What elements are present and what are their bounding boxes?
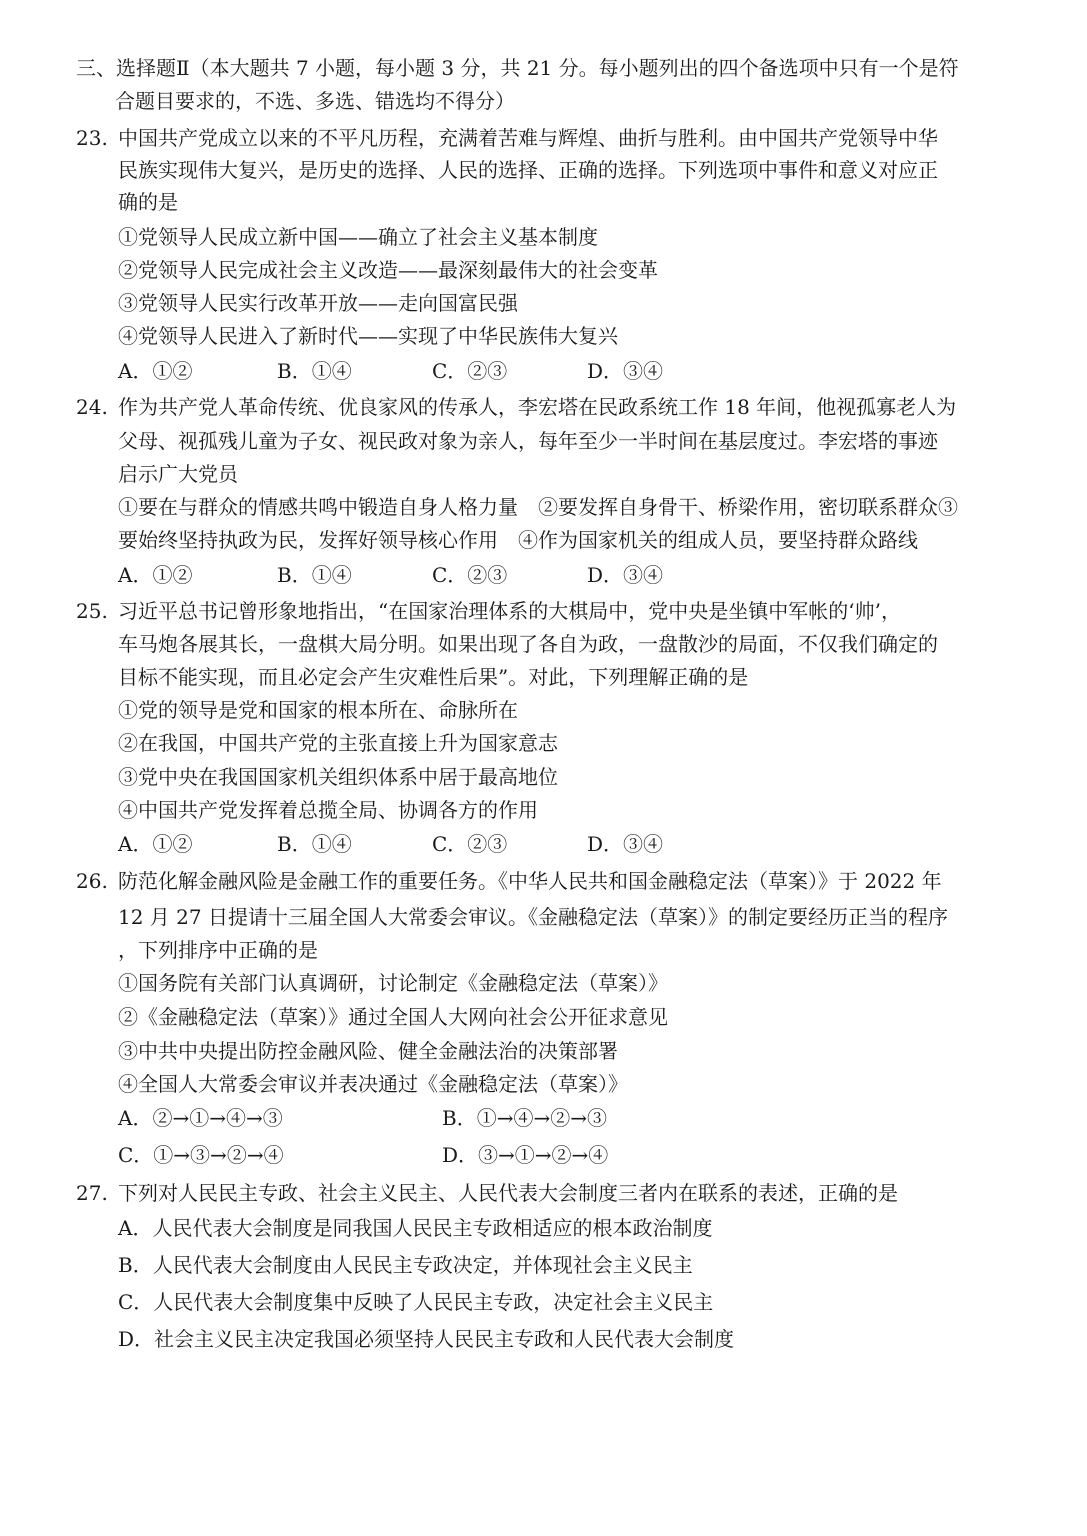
q24-stem-line-2: 父母、视孤残儿童为子女、视民政对象为亲人，每年至少一半时间在基层度过。李宏塔的事迹 (118, 429, 938, 453)
q26-statement-1: ①国务院有关部门认真调研，讨论制定《金融稳定法（草案）》 (118, 971, 668, 995)
q24-stem-line-1: 作为共产党人革命传统、优良家风的传承人，李宏塔在民政系统工作 18 年间，他视孤寡老人为 (118, 395, 957, 419)
question-number-23: 23. (76, 126, 108, 150)
q25-stem-line-3: 目标不能实现，而且必定会产生灾难性后果”。对此，下列理解正确的是 (118, 665, 749, 689)
q25-choice-c[interactable]: C．②③ (432, 832, 508, 856)
q23-statement-1: ①党领导人民成立新中国——确立了社会主义基本制度 (118, 225, 598, 249)
q25-statement-2: ②在我国，中国共产党的主张直接上升为国家意志 (118, 731, 558, 755)
q24-stem-line-3: 启示广大党员 (118, 462, 238, 486)
q26-choice-a[interactable]: A．②→①→④→③ (118, 1106, 283, 1130)
q26-choice-d[interactable]: D．③→①→②→④ (442, 1143, 609, 1167)
q23-stem-line-3: 确的是 (118, 190, 178, 214)
q24-statement-line-1: ①要在与群众的情感共鸣中锻造自身人格力量 ②要发挥自身骨干、桥梁作用，密切联系群众③ (118, 495, 958, 519)
q25-choice-a[interactable]: A．①② (118, 832, 193, 856)
q26-choice-c[interactable]: C．①→③→②→④ (118, 1143, 284, 1167)
q24-statement-line-2: 要始终坚持执政为民，发挥好领导核心作用 ④作为国家机关的组成人员，要坚持群众路线 (118, 528, 918, 552)
q25-statement-1: ①党的领导是党和国家的根本所在、命脉所在 (118, 698, 518, 722)
q25-choice-d[interactable]: D．③④ (587, 832, 664, 856)
question-number-26: 26. (76, 869, 108, 893)
q25-statement-3: ③党中央在我国国家机关组织体系中居于最高地位 (118, 765, 558, 789)
q24-choice-a[interactable]: A．①② (118, 563, 193, 587)
q23-statement-2: ②党领导人民完成社会主义改造——最深刻最伟大的社会变革 (118, 258, 658, 282)
q26-choice-b[interactable]: B．①→④→②→③ (442, 1106, 607, 1130)
q25-choice-b[interactable]: B．①④ (277, 832, 352, 856)
q23-stem-line-1: 中国共产党成立以来的不平凡历程，充满着苦难与辉煌、曲折与胜利。由中国共产党领导中华 (118, 126, 938, 150)
q24-choice-d[interactable]: D．③④ (587, 563, 664, 587)
q26-statement-4: ④全国人大常委会审议并表决通过《金融稳定法（草案）》 (118, 1072, 628, 1096)
q25-stem-line-1: 习近平总书记曾形象地指出，“在国家治理体系的大棋局中，党中央是坐镇中军帐的‘帅’， (118, 599, 901, 623)
q23-choice-b[interactable]: B．①④ (277, 359, 352, 383)
q27-stem-line-1: 下列对人民民主专政、社会主义民主、人民代表大会制度三者内在联系的表述，正确的是 (118, 1181, 898, 1205)
q23-statement-3: ③党领导人民实行改革开放——走向国富民强 (118, 291, 518, 315)
q23-choice-c[interactable]: C．②③ (432, 359, 508, 383)
question-number-24: 24. (76, 395, 108, 419)
section-title-line-2: 合题目要求的，不选、多选、错选均不得分） (115, 89, 515, 113)
q26-statement-3: ③中共中央提出防控金融风险、健全金融法治的决策部署 (118, 1039, 618, 1063)
q24-choice-c[interactable]: C．②③ (432, 563, 508, 587)
q27-choice-a[interactable]: A．人民代表大会制度是同我国人民民主专政相适应的根本政治制度 (118, 1216, 713, 1240)
q24-choice-b[interactable]: B．①④ (277, 563, 352, 587)
q26-stem-line-1: 防范化解金融风险是金融工作的重要任务。《中华人民共和国金融稳定法（草案）》于 2022 年 (118, 869, 942, 893)
question-number-25: 25. (76, 599, 108, 623)
q26-stem-line-3: ，下列排序中正确的是 (118, 938, 318, 962)
q23-stem-line-2: 民族实现伟大复兴，是历史的选择、人民的选择、正确的选择。下列选项中事件和意义对应正 (118, 158, 938, 182)
q26-statement-2: ②《金融稳定法（草案）》通过全国人大网向社会公开征求意见 (118, 1005, 668, 1029)
section-title-line-1: 三、选择题Ⅱ（本大题共 7 小题，每小题 3 分，共 21 分。每小题列出的四个备选项中只有一个是符 (76, 56, 959, 80)
question-number-27: 27. (76, 1181, 108, 1205)
q26-stem-line-2: 12 月 27 日提请十三届全国人大常委会审议。《金融稳定法（草案）》的制定要经历正当的程序 (118, 905, 948, 929)
q23-choice-d[interactable]: D．③④ (587, 359, 664, 383)
q27-choice-b[interactable]: B．人民代表大会制度由人民民主专政决定，并体现社会主义民主 (118, 1253, 693, 1277)
q25-stem-line-2: 车马炮各展其长，一盘棋大局分明。如果出现了各自为政，一盘散沙的局面，不仅我们确定的 (118, 632, 938, 656)
q27-choice-c[interactable]: C．人民代表大会制度集中反映了人民民主专政，决定社会主义民主 (118, 1290, 714, 1314)
q27-choice-d[interactable]: D．社会主义民主决定我国必须坚持人民民主专政和人民代表大会制度 (118, 1327, 735, 1351)
q25-statement-4: ④中国共产党发挥着总揽全局、协调各方的作用 (118, 798, 538, 822)
q23-statement-4: ④党领导人民进入了新时代——实现了中华民族伟大复兴 (118, 324, 618, 348)
q23-choice-a[interactable]: A．①② (118, 359, 193, 383)
